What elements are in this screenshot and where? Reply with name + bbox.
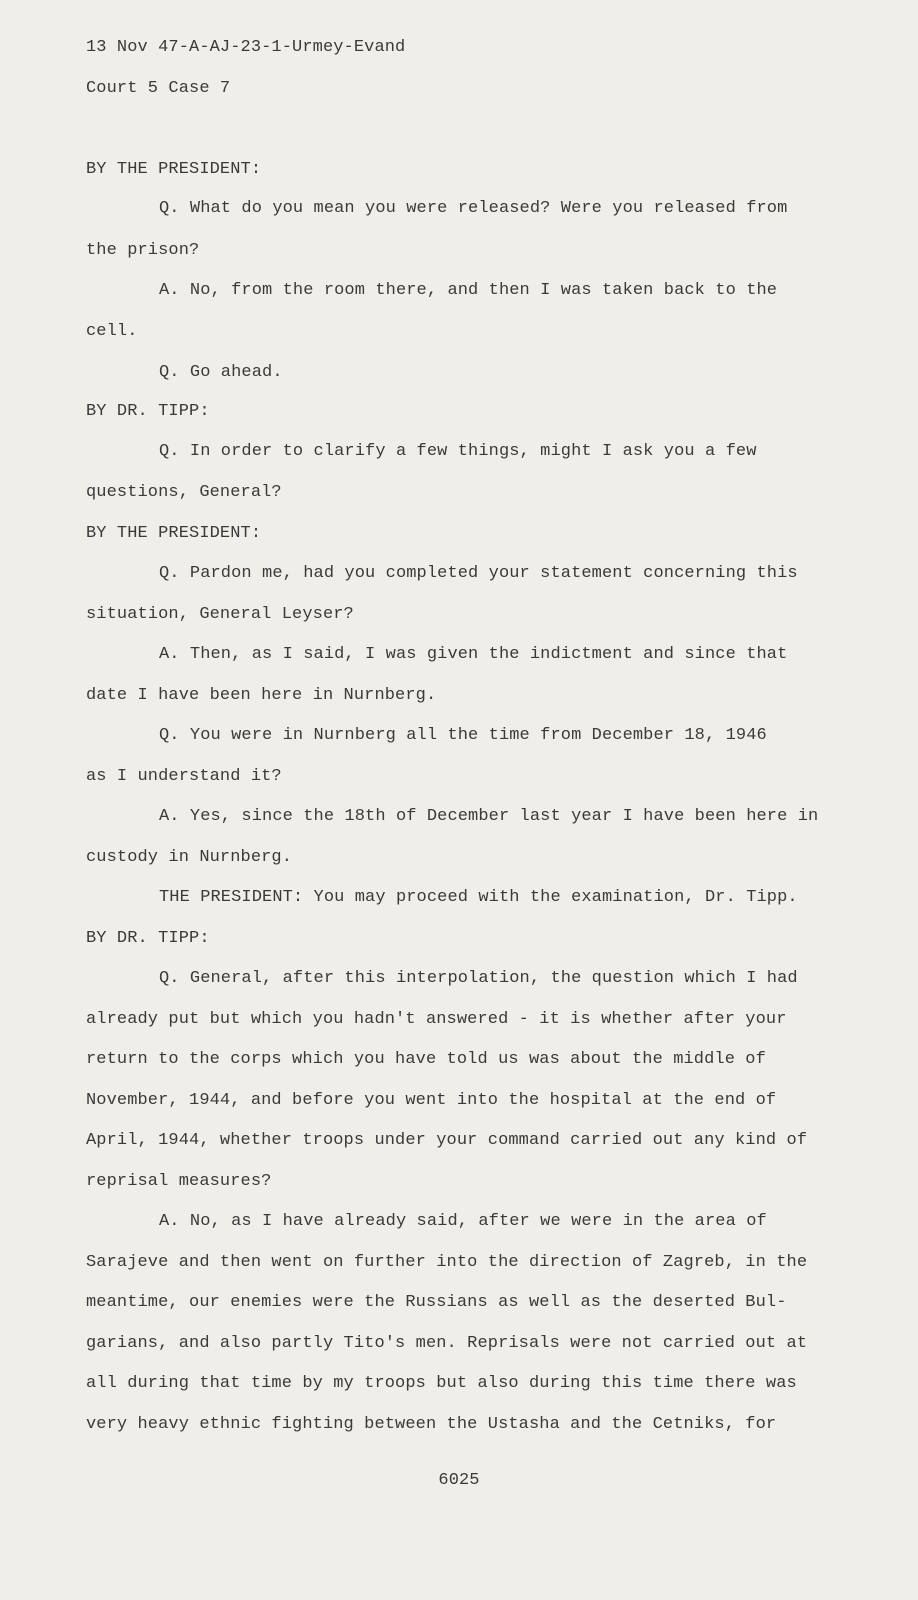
transcript-line: all during that time by my troops but also during this time there was <box>86 1374 797 1393</box>
transcript-line: date I have been here in Nurnberg. <box>86 686 437 705</box>
transcript-line: Q. Pardon me, had you completed your statement concerning this <box>159 564 798 583</box>
transcript-line: Q. What do you mean you were released? Were you released from <box>159 199 788 218</box>
transcript-line: A. Then, as I said, I was given the indictment and since that <box>159 645 788 664</box>
transcript-line: Q. Go ahead. <box>159 363 283 382</box>
page-number: 6025 <box>438 1471 480 1490</box>
transcript-line: garians, and also partly Tito's men. Reprisals were not carried out at <box>86 1334 808 1353</box>
header-court-case: Court 5 Case 7 <box>86 79 231 98</box>
transcript-line: meantime, our enemies were the Russians as well as the deserted Bul- <box>86 1293 787 1312</box>
transcript-line: A. No, as I have already said, after we were in the area of <box>159 1212 767 1231</box>
transcript-line: very heavy ethnic fighting between the Ustasha and the Cetniks, for <box>86 1415 777 1434</box>
transcript-line: Q. General, after this interpolation, the question which I had <box>159 969 798 988</box>
transcript-line: the prison? <box>86 241 200 260</box>
transcript-line: A. No, from the room there, and then I was taken back to the <box>159 281 778 300</box>
transcript-line: situation, General Leyser? <box>86 605 354 624</box>
transcript-line: THE PRESIDENT: You may proceed with the examination, Dr. Tipp. <box>159 888 798 907</box>
transcript-line: cell. <box>86 322 138 341</box>
transcript-line: already put but which you hadn't answered - it is whether after your <box>86 1010 787 1029</box>
transcript-line: Q. In order to clarify a few things, might I ask you a few <box>159 442 757 461</box>
transcript-line: as I understand it? <box>86 767 282 786</box>
transcript-line: custody in Nurnberg. <box>86 848 293 867</box>
transcript-line: A. Yes, since the 18th of December last year I have been here in <box>159 807 819 826</box>
transcript-line: November, 1944, and before you went into the hospital at the end of <box>86 1091 777 1110</box>
speaker-heading: BY THE PRESIDENT: <box>86 524 262 543</box>
header-reference: 13 Nov 47-A-AJ-23-1-Urmey-Evand <box>86 38 406 57</box>
transcript-line: questions, General? <box>86 483 282 502</box>
speaker-heading: BY THE PRESIDENT: <box>86 160 262 179</box>
transcript-line: return to the corps which you have told us was about the middle of <box>86 1050 766 1069</box>
speaker-heading: BY DR. TIPP: <box>86 929 210 948</box>
transcript-line: reprisal measures? <box>86 1172 272 1191</box>
transcript-line: Q. You were in Nurnberg all the time from December 18, 1946 <box>159 726 767 745</box>
transcript-line: April, 1944, whether troops under your command carried out any kind of <box>86 1131 808 1150</box>
speaker-heading: BY DR. TIPP: <box>86 402 210 421</box>
transcript-line: Sarajeve and then went on further into the direction of Zagreb, in the <box>86 1253 808 1272</box>
